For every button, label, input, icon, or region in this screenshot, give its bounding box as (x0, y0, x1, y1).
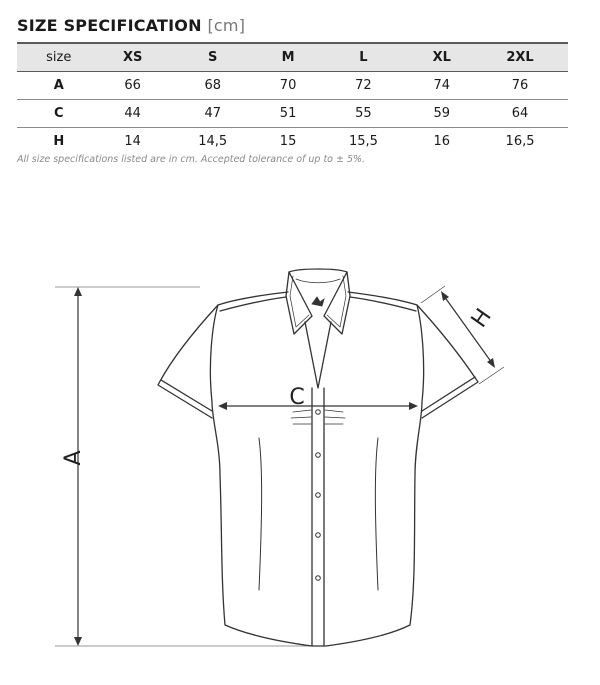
table-cell: 15,5 (348, 134, 378, 149)
shirt-body-outline (210, 292, 423, 646)
table-cell: 15 (279, 134, 297, 149)
dim-c-arrow-left (218, 402, 227, 410)
button (316, 533, 321, 538)
brand-logo (312, 297, 324, 306)
dim-c-label: C (289, 385, 305, 410)
dart-right (375, 438, 378, 590)
header-cell-m: M (261, 43, 316, 72)
table-cell: 72 (315, 72, 411, 100)
table-cell: 66 (101, 72, 165, 100)
table-cell: 44 (101, 100, 165, 128)
table-cell: 59 (411, 100, 472, 128)
left-sleeve (158, 305, 218, 418)
button (316, 493, 321, 498)
table-cell: 14 (124, 134, 141, 149)
header-cell-size: size (17, 43, 101, 72)
header-cell-s: S (165, 43, 261, 72)
button (316, 410, 321, 415)
tolerance-note: All size specifications listed are in cm. Accepted tolerance of up to ± 5%. (17, 154, 366, 165)
table-cell: A (17, 72, 101, 100)
dart-left (259, 438, 262, 590)
title-unit: [cm] (207, 16, 246, 35)
dim-a-label: A (61, 450, 86, 466)
table-cell: 64 (472, 100, 568, 128)
collar-right-stitch (327, 276, 346, 327)
header-cell-2xl: 2XL (472, 43, 568, 72)
dim-a-arrow-bottom (74, 637, 82, 646)
table-cell: 14,5 (198, 134, 228, 149)
table-cell: 76 (472, 72, 568, 100)
dim-h-ext-top (421, 286, 445, 303)
header-cell-xs: XS (101, 43, 165, 72)
right-sleeve-hem (422, 377, 475, 411)
header-cell-l: L (315, 43, 411, 72)
dim-a-arrow-top (74, 287, 82, 296)
table-cell: H (53, 134, 65, 149)
header-cell-xl: XL (411, 43, 472, 72)
button (316, 576, 321, 581)
table-cell: 16,5 (505, 134, 535, 149)
dim-h-ext-bottom (479, 367, 504, 384)
title-main: SIZE SPECIFICATION (17, 16, 202, 35)
right-sleeve (417, 305, 478, 418)
table-cell: 55 (315, 100, 411, 128)
placket-opening (305, 322, 331, 388)
table-cell: C (17, 100, 101, 128)
dim-h-arrow-top (441, 291, 449, 301)
left-shoulder-seam (220, 297, 286, 311)
dim-h-arrow-bottom (487, 358, 495, 368)
button (316, 453, 321, 458)
left-sleeve-hem (161, 380, 212, 411)
dim-c-arrow-right (409, 402, 418, 410)
dim-h-label: H (466, 304, 497, 333)
table-cell: 47 (165, 100, 261, 128)
collar-band (289, 269, 347, 272)
collar-neckline (296, 279, 340, 283)
table-cell: 70 (261, 72, 316, 100)
table-cell: 74 (411, 72, 472, 100)
collar-left-stitch (290, 276, 309, 327)
table-cell: 16 (433, 134, 450, 149)
table-cell: 51 (261, 100, 316, 128)
right-shoulder-seam (350, 297, 416, 311)
table-cell: 68 (165, 72, 261, 100)
